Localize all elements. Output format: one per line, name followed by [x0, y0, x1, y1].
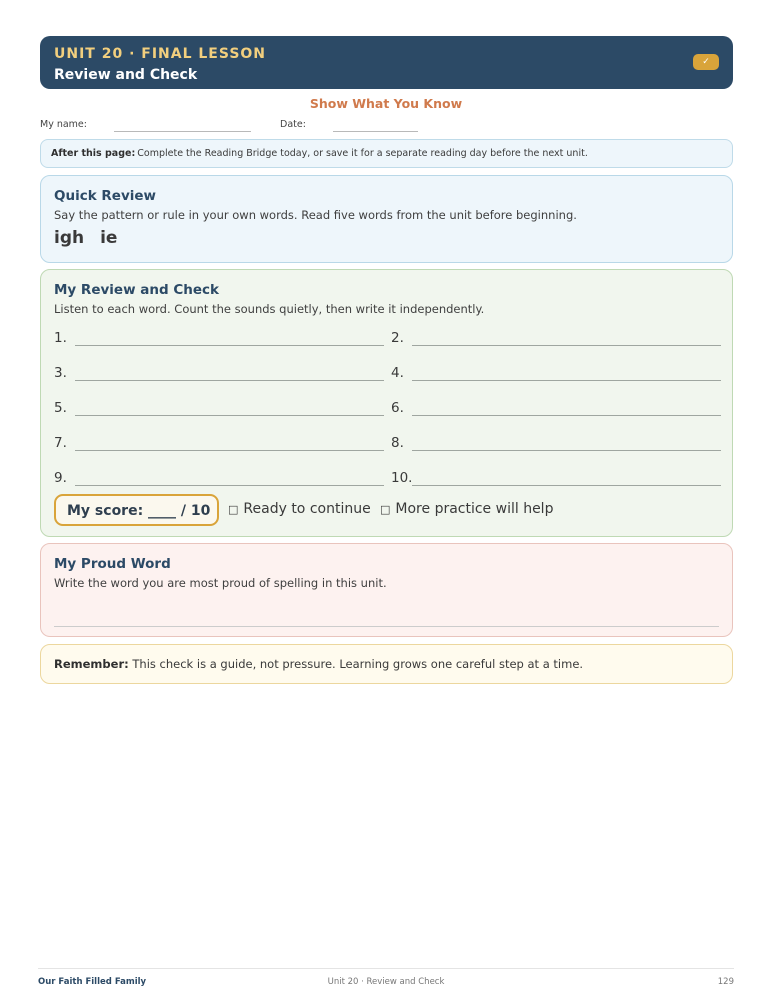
spelling-item: [54, 435, 384, 455]
remember-label: Remember:: [54, 657, 129, 671]
spelling-item: [54, 330, 384, 350]
spelling-answer-line[interactable]: [412, 415, 721, 416]
spelling-answer-line[interactable]: [75, 345, 384, 346]
item-number: 4.: [391, 365, 404, 381]
page-footer: [38, 968, 734, 992]
date-field[interactable]: [333, 131, 418, 132]
date-label: Date:: [280, 119, 306, 130]
spelling-item: [391, 365, 721, 385]
remember-note: [40, 644, 733, 684]
spelling-answer-line[interactable]: [412, 450, 721, 451]
spelling-item: [54, 470, 384, 490]
quick-review-title: Quick Review: [54, 188, 157, 204]
checkbox-icon[interactable]: □: [228, 503, 239, 516]
spelling-answer-line[interactable]: [75, 380, 384, 381]
score-box[interactable]: My score: ____ / 10: [54, 494, 219, 526]
spelling-grid: [54, 330, 721, 505]
checkbox-icon[interactable]: □: [380, 503, 391, 516]
item-number: 5.: [54, 400, 67, 416]
footer-center: Unit 20 · Review and Check: [327, 977, 445, 987]
review-check-card: [40, 269, 733, 537]
name-date-row: [40, 118, 733, 134]
ready-option-label: Ready to continue: [243, 501, 371, 517]
note-label: After this page:: [51, 148, 136, 159]
note-text: Complete the Reading Bridge today, or save it for a separate reading day before the next unit.: [137, 148, 588, 159]
spelling-row: [54, 330, 721, 365]
spelling-row: [54, 400, 721, 435]
unit-label: UNIT 20 · FINAL LESSON: [54, 46, 267, 62]
item-number: 2.: [391, 330, 404, 346]
proud-word-title: My Proud Word: [54, 556, 171, 572]
review-check-title: My Review and Check: [54, 282, 219, 298]
page-subtitle: Show What You Know: [309, 96, 463, 111]
item-number: 8.: [391, 435, 404, 451]
spelling-answer-line[interactable]: [412, 485, 721, 486]
after-page-note: [40, 139, 733, 168]
pattern-list: [54, 228, 719, 248]
lesson-title: Review and Check: [54, 67, 198, 83]
item-number: 10.: [391, 470, 413, 486]
spelling-answer-line[interactable]: [75, 415, 384, 416]
item-number: 7.: [54, 435, 67, 451]
spelling-answer-line[interactable]: [412, 380, 721, 381]
name-label: My name:: [40, 119, 87, 130]
pattern-item: igh: [54, 228, 85, 248]
spelling-answer-line[interactable]: [75, 450, 384, 451]
quick-review-instruction: Say the pattern or rule in your own words. Read five words from the unit before beginning.: [54, 208, 577, 222]
name-field[interactable]: [114, 131, 251, 132]
unit-banner: [40, 36, 733, 89]
pattern-item: ie: [100, 228, 118, 248]
spelling-item: [391, 400, 721, 420]
remember-text: This check is a guide, not pressure. Learning grows one careful step at a time.: [128, 657, 584, 671]
spelling-row: [54, 435, 721, 470]
proud-word-instruction: Write the word you are most proud of spelling in this unit.: [54, 576, 387, 590]
spelling-item: [54, 365, 384, 385]
score-row: [54, 494, 721, 526]
item-number: 3.: [54, 365, 67, 381]
practice-option-label: More practice will help: [395, 501, 554, 517]
spelling-answer-line[interactable]: [75, 485, 384, 486]
spelling-row: [54, 365, 721, 400]
quick-review-card: [40, 175, 733, 263]
spelling-item: [391, 330, 721, 350]
item-number: 6.: [391, 400, 404, 416]
spelling-item: [391, 435, 721, 455]
spelling-answer-line[interactable]: [412, 345, 721, 346]
review-check-instruction: Listen to each word. Count the sounds quietly, then write it independently.: [54, 302, 485, 316]
checkmark-icon: ✓: [693, 54, 719, 70]
item-number: 9.: [54, 470, 67, 486]
proud-word-answer-line[interactable]: [54, 626, 719, 627]
spelling-item: [391, 470, 721, 490]
proud-word-card: [40, 543, 733, 637]
ready-option[interactable]: [228, 501, 371, 517]
item-number: 1.: [54, 330, 67, 346]
spelling-item: [54, 400, 384, 420]
page-number: 129: [717, 977, 734, 987]
practice-option[interactable]: [380, 501, 553, 517]
footer-brand: Our Faith Filled Family: [38, 977, 147, 987]
